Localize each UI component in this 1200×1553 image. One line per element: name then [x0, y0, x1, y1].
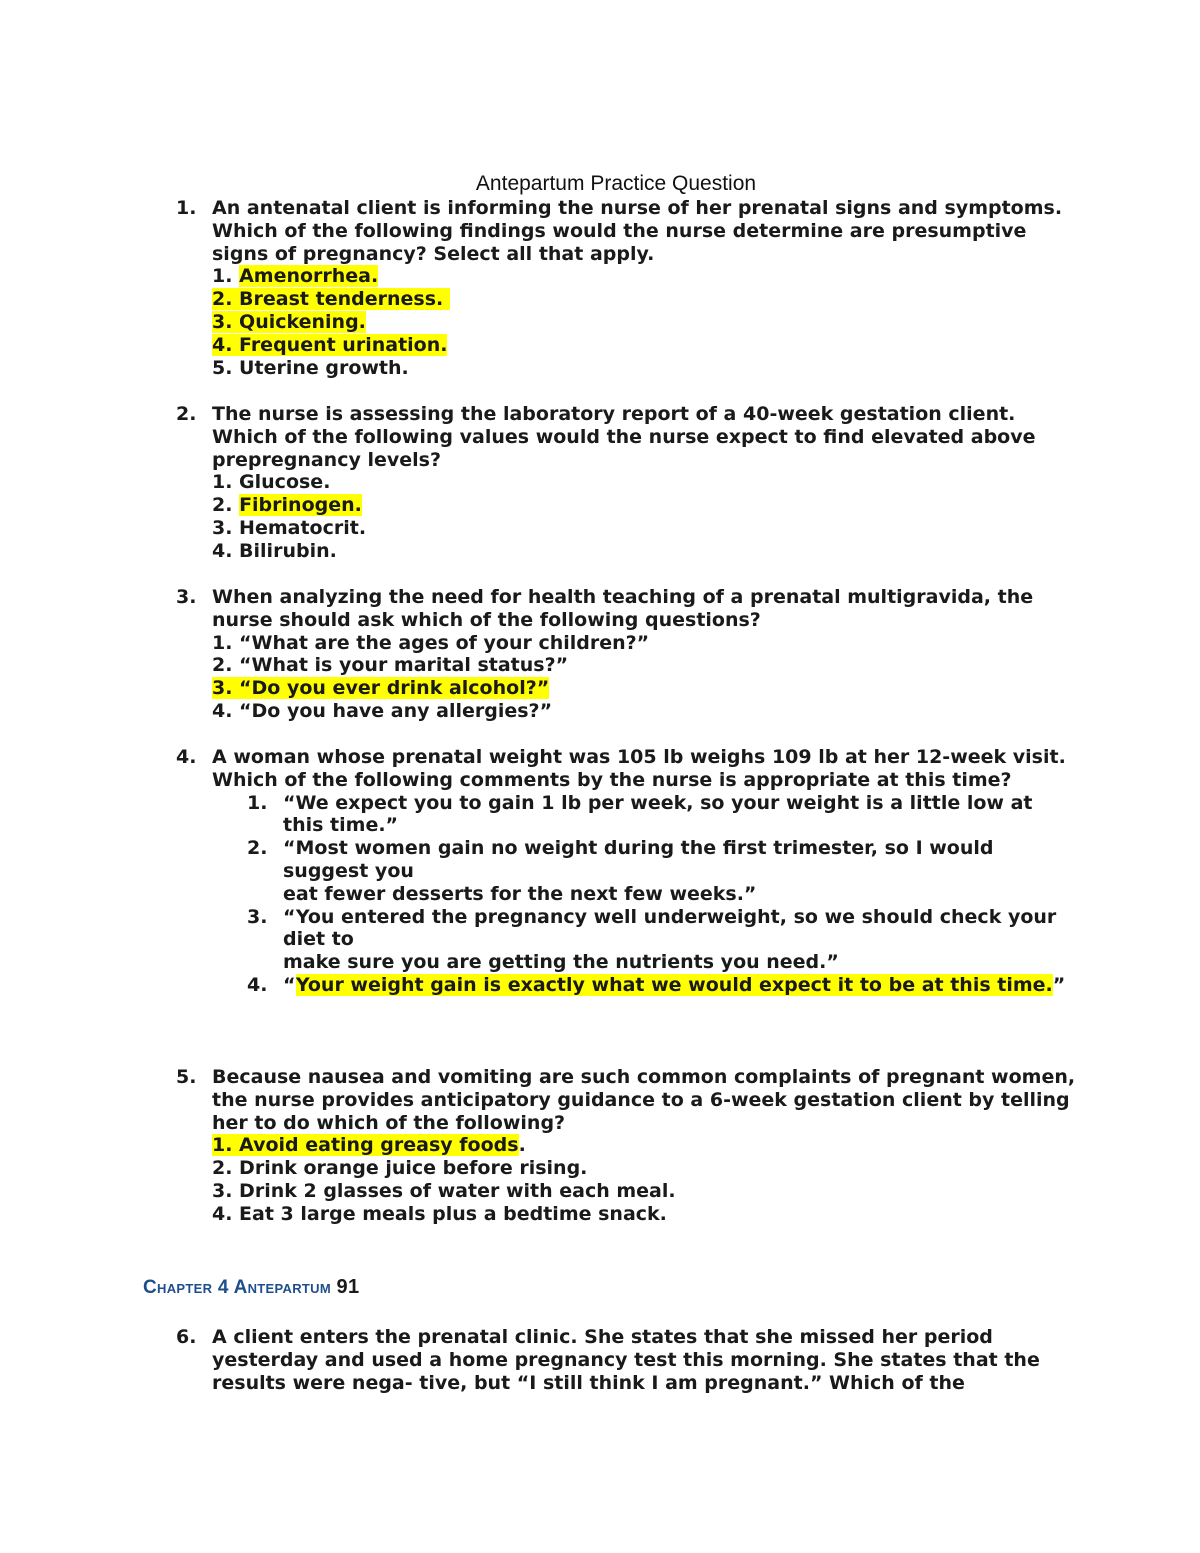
question-3	[176, 586, 1076, 723]
option-2: 2. “Most women gain no weight during the first trimester, so I would suggest you eat fewer desserts for the next few weeks.”	[247, 837, 994, 905]
option-3: 3. “You entered the pregnancy well underweight, so we should check your diet to make sure you are getting the nutrients you need.”	[247, 905, 1057, 974]
option-2	[212, 288, 1076, 311]
question-number: 4.	[176, 746, 197, 768]
chapter-footer	[143, 1276, 359, 1299]
question-text: A woman whose prenatal weight was 105 lb weighs 109 lb at her 12-week visit. Which of the following comments by the nurse is appropriate at this time?	[212, 746, 1073, 791]
question-text: A client enters the prenatal clinic. She states that she missed her period yesterday and used a home pregnancy test this morning. She states that the results were nega- tive, but “I still think I am pregnant.” Which of the	[212, 1326, 1047, 1394]
option-1: 1. Amenorrhea.	[212, 265, 379, 288]
page-title: Antepartum Practice Question	[475, 172, 757, 195]
highlighted-answer: 1. Avoid eating greasy foods	[212, 1134, 519, 1157]
highlighted-answer: Your weight gain is exactly what we would expect it to be at this time.	[295, 973, 1053, 996]
option-2: 2. “What is your marital status?”	[212, 654, 569, 677]
question-text: The nurse is assessing the laboratory report of a 40-week gestation client. Which of the following values would the nurse expect to find elevated above prepregnancy levels?	[212, 403, 1043, 471]
option-4: 4. Eat 3 large meals plus a bedtime snack.	[212, 1202, 667, 1225]
option-5: 5. Uterine growth.	[212, 356, 409, 379]
question-number: 2.	[176, 403, 197, 425]
question-text: When analyzing the need for health teaching of a prenatal multigravida, the nurse should ask which of the following questions?	[212, 586, 1040, 631]
highlighted-answer: 3. “Do you ever drink alcohol?”	[212, 677, 550, 700]
question-number: 6.	[176, 1326, 197, 1348]
highlighted-answer: Fibrinogen.	[239, 494, 362, 517]
option-3: 3. Drink 2 glasses of water with each meal.	[212, 1179, 676, 1202]
option-4: 4. “Do you have any allergies?”	[212, 699, 553, 722]
highlighted-answer: 3. Quickening.	[212, 310, 366, 333]
option-3: 3. Hematocrit.	[212, 516, 367, 539]
question-6	[176, 1326, 1076, 1394]
chapter-label: Chapter 4 Antepartum	[143, 1277, 331, 1298]
question-2	[176, 403, 1076, 563]
question-text: Because nausea and vomiting are such common complaints of pregnant women, the nurse provides anticipatory guidance to a 6-week gestation client by telling her to do which of the following?	[212, 1066, 1082, 1134]
highlighted-answer: 2. Breast tenderness.	[212, 288, 450, 311]
option-1: 1. “What are the ages of your children?”	[212, 631, 650, 654]
option-1: 1. Glucose.	[212, 471, 331, 494]
page-number: 91	[336, 1276, 360, 1298]
highlighted-answer: 4. Frequent urination.	[212, 333, 448, 356]
option-3	[212, 677, 1076, 700]
question-number: 5.	[176, 1066, 197, 1088]
highlighted-answer: Amenorrhea.	[239, 265, 379, 288]
option-2: 2. Drink orange juice before rising.	[212, 1157, 588, 1180]
question-1	[176, 197, 1076, 379]
option-1: 1. Avoid eating greasy foods.	[212, 1134, 526, 1157]
question-number: 3.	[176, 586, 197, 608]
question-text: An antenatal client is informing the nurse of her prenatal signs and symptoms. Which of the following findings would the nurse determine are presumptive signs of pregnancy? Select all that apply.	[212, 197, 1069, 265]
option-1: 1. “We expect you to gain 1 lb per week, so your weight is a little low at this time.”	[247, 791, 1033, 837]
option-4	[212, 334, 1076, 357]
question-number: 1.	[176, 197, 197, 219]
option-3	[212, 311, 1076, 334]
option-2: 2. Fibrinogen.	[212, 494, 362, 517]
question-5	[176, 1066, 1082, 1226]
option-4: 4. “Your weight gain is exactly what we would expect it to be at this time.”	[247, 973, 1066, 996]
option-4: 4. Bilirubin.	[212, 539, 337, 562]
question-4	[176, 746, 1076, 997]
